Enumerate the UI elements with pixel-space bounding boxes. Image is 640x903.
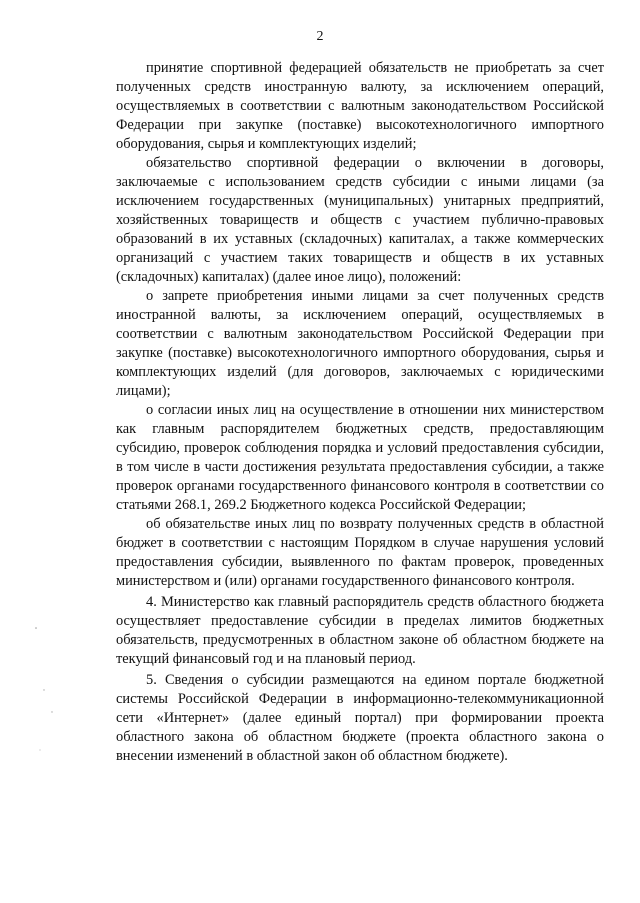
paragraph-refund-obligation: об обязательстве иных лиц по возврату полученных средств в областной бюджет в соответствии с настоящим Порядком в случае нарушения условий предоставления субсидии, выявленного по фактам проверок, проведенных министерством и (или) органами государственного финансового контроля. xyxy=(116,516,604,589)
paragraph-item-5: 5. Сведения о субсидии размещаются на едином портале бюджетной системы Российской Федерации в информационно-телекоммуникационной сети «Интернет» (далее единый портал) при формировании проекта областного закона об областном бюджете (проекта областного закона о внесении изменений в областной закон об областном бюджете). xyxy=(116,672,604,764)
page-number: 2 xyxy=(316,29,324,44)
paragraph-currency-obligation: принятие спортивной федерацией обязательств не приобретать за счет полученных средств иностранную валюту, за исключением операций, осуществляемых в соответствии с валютным законодательством Российской Федерации при закупке (поставке) высокотехнологичного импортного оборудования, сырья и комплектующих изделий; xyxy=(116,60,604,152)
paragraph-contract-inclusion: обязательство спортивной федерации о включении в договоры, заключаемые с использованием средств субсидии с иными лицами (за исключением государственных (муниципальных) унитарных предприятий, хозяйственных товариществ и обществ с участием публично-правовых образований в их уставных (складочных) капиталах, а также коммерческих организаций с участием таких товариществ и обществ в их уставных (складочных) капиталах) (далее иное лицо), положений: xyxy=(116,155,604,285)
document-body xyxy=(116,59,604,766)
paragraph-inspection-consent: о согласии иных лиц на осуществление в отношении них министерством как главным распорядителем бюджетных средств, предоставляющим субсидию, проверок соблюдения порядка и условий предоставления субсидии, в том числе в части достижения результата предоставления субсидии, а также проверок органами государственного финансового контроля в соответствии со статьями 268.1, 269.2 Бюджетного кодекса Российской Федерации; xyxy=(116,402,604,513)
paragraph-item-4: 4. Министерство как главный распорядитель средств областного бюджета осуществляет предоставление субсидии в пределах лимитов бюджетных обязательств, предусмотренных в областном законе об областном бюджете на текущий финансовый год и на плановый период. xyxy=(116,594,604,667)
paragraph-currency-ban: о запрете приобретения иными лицами за счет полученных средств иностранной валюты, за исключением операций, осуществляемых в соответствии с валютным законодательством Российской Федерации при закупке (поставке) высокотехнологичного импортного оборудования, сырья и комплектующих изделий (для договоров, заключаемых с юридическими лицами); xyxy=(116,288,604,399)
scan-specks xyxy=(30,620,80,760)
